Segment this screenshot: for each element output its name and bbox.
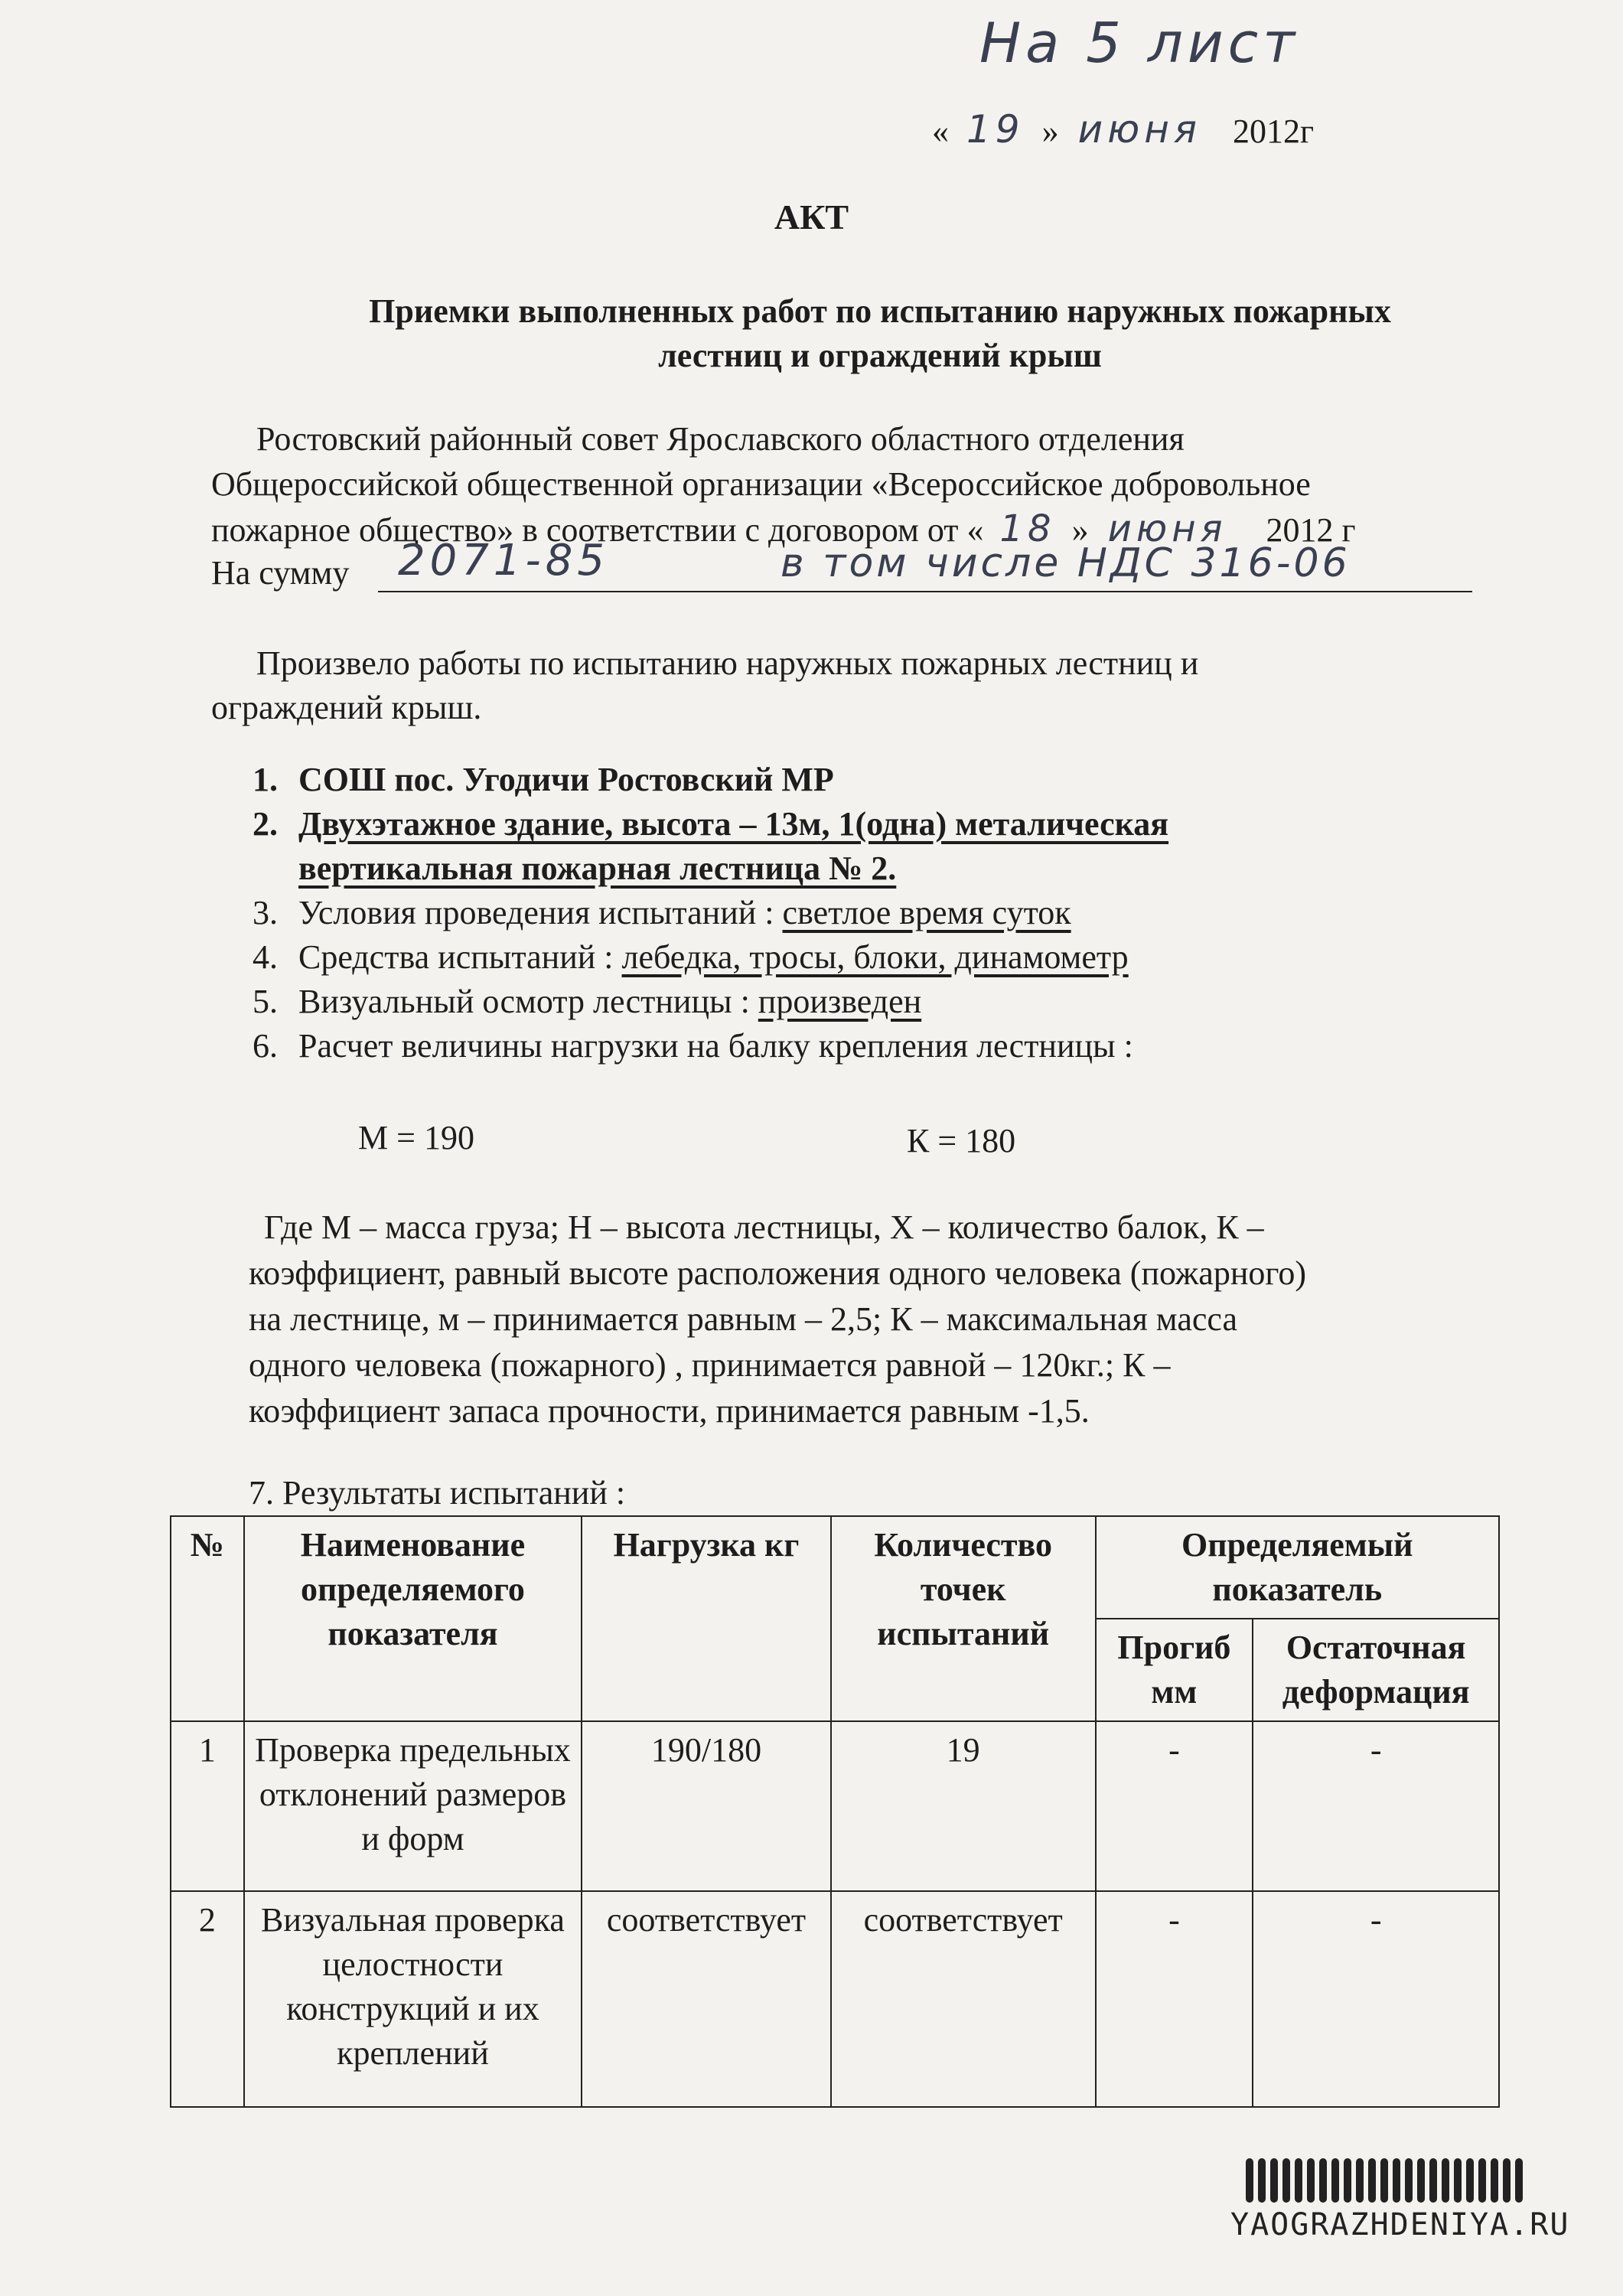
explanation-line-2: коэффициент, равный высоте расположения одного человека (пожарного) bbox=[249, 1254, 1306, 1292]
subtitle-line-1: Приемки выполненных работ по испытанию наружных пожарных bbox=[369, 292, 1391, 330]
item-text-continued: вертикальная пожарная лестница № 2. bbox=[298, 850, 897, 887]
cell-name: Визуальная проверка целостности конструкций и их креплений bbox=[244, 1891, 582, 2107]
list-item bbox=[253, 891, 1400, 935]
subtitle-line-2: лестниц и ограждений крыш bbox=[658, 337, 1102, 374]
item-number: 6. bbox=[253, 1027, 278, 1065]
contract-month: июня bbox=[1107, 507, 1227, 550]
item-text: Расчет величины нагрузки на балку крепления лестницы : bbox=[298, 1027, 1133, 1065]
date-month: июня bbox=[1077, 107, 1201, 152]
intro-line-2: Общероссийской общественной организации «Всероссийское добровольное bbox=[211, 465, 1311, 503]
results-label: 7. Результаты испытаний : bbox=[249, 1474, 626, 1512]
cell-num: 1 bbox=[171, 1721, 244, 1891]
cell-num: 2 bbox=[171, 1891, 244, 2107]
formula-m: М = 190 bbox=[358, 1119, 474, 1156]
cell-deformation: - bbox=[1253, 1721, 1499, 1891]
work-items-list bbox=[253, 758, 1400, 1068]
date-close-quote: » bbox=[1041, 113, 1059, 150]
sum-label: На сумму bbox=[211, 554, 350, 592]
item-label: Условия проведения испытаний : bbox=[298, 894, 783, 931]
cell-name: Проверка предельных отклонений размеров и форм bbox=[244, 1721, 582, 1891]
results-table bbox=[170, 1515, 1500, 2108]
item-number: 1. bbox=[253, 761, 278, 798]
cell-points: соответствует bbox=[831, 1891, 1096, 2107]
item-label: Визуальный осмотр лестницы : bbox=[298, 983, 758, 1020]
date-open-quote: « bbox=[932, 113, 949, 150]
sum-underline bbox=[378, 591, 1472, 592]
list-item bbox=[253, 802, 1400, 846]
site-watermark bbox=[1230, 2158, 1570, 2250]
contract-day: 18 bbox=[999, 507, 1056, 550]
header-num: № bbox=[171, 1516, 244, 1721]
table-row bbox=[171, 1721, 1499, 1891]
formula-k: К = 180 bbox=[907, 1122, 1016, 1159]
cell-deflection: - bbox=[1096, 1891, 1253, 2107]
item-label: Средства испытаний : bbox=[298, 938, 622, 976]
contract-year: 2012 г bbox=[1266, 511, 1356, 549]
item-text: Двухэтажное здание, высота – 13м, 1(одна) металическая bbox=[298, 805, 1169, 843]
cell-load: соответствует bbox=[582, 1891, 831, 2107]
table-row bbox=[171, 1891, 1499, 2107]
work-line-2: ограждений крыш. bbox=[211, 689, 482, 726]
cell-points: 19 bbox=[831, 1721, 1096, 1891]
handwritten-page-count: На 5 лист bbox=[979, 11, 1300, 75]
cell-deformation: - bbox=[1253, 1891, 1499, 2107]
contract-text: пожарное общество» в соответствии с договором от « bbox=[211, 511, 984, 549]
explanation-line-3: на лестнице, м – принимается равным – 2,5; К – максимальная масса bbox=[249, 1300, 1238, 1338]
item-value: светлое время суток bbox=[782, 894, 1071, 931]
item-number: 5. bbox=[253, 983, 278, 1020]
list-item-continuation bbox=[253, 846, 1400, 891]
watermark-text: YAOGRAZHDENIYA.RU bbox=[1230, 2207, 1570, 2242]
explanation-line-5: коэффициент запаса прочности, принимается равным -1,5. bbox=[249, 1392, 1090, 1430]
date-day: 19 bbox=[966, 107, 1025, 152]
work-line-1: Произвело работы по испытанию наружных пожарных лестниц и bbox=[256, 644, 1199, 682]
explanation-line-4: одного человека (пожарного) , принимается равной – 120кг.; К – bbox=[249, 1346, 1171, 1384]
sum-value: 2071-85 bbox=[398, 536, 609, 585]
explanation-line-1: Где М – масса груза; Н – высота лестницы, Х – количество балок, К – bbox=[264, 1208, 1264, 1246]
date-year: 2012г bbox=[1232, 113, 1315, 150]
fence-logo-icon bbox=[1246, 2158, 1552, 2203]
header-name: Наименование определяемого показателя bbox=[244, 1516, 582, 1721]
list-item bbox=[253, 980, 1400, 1024]
list-item bbox=[253, 758, 1400, 802]
item-value: лебедка, тросы, блоки, динамометр bbox=[621, 938, 1129, 976]
item-number: 3. bbox=[253, 894, 278, 931]
page-title: АКТ bbox=[774, 197, 849, 236]
contract-close-quote: » bbox=[1071, 511, 1089, 549]
cell-load: 190/180 bbox=[582, 1721, 831, 1891]
intro-line-1: Ростовский районный совет Ярославского областного отделения bbox=[256, 420, 1185, 458]
header-deformation: Остаточная деформация bbox=[1253, 1619, 1499, 1721]
item-text: СОШ пос. Угодичи Ростовский МР bbox=[298, 761, 834, 798]
item-number: 4. bbox=[253, 938, 278, 976]
header-measured: Определяемый показатель bbox=[1096, 1516, 1500, 1619]
item-number: 2. bbox=[253, 805, 278, 843]
item-value: произведен bbox=[758, 983, 922, 1020]
list-item bbox=[253, 1024, 1400, 1068]
header-deflection: Прогиб мм bbox=[1096, 1619, 1253, 1721]
header-points: Количество точек испытаний bbox=[831, 1516, 1096, 1721]
list-item bbox=[253, 935, 1400, 980]
table-header-row bbox=[171, 1516, 1499, 1619]
header-load: Нагрузка кг bbox=[582, 1516, 831, 1721]
cell-deflection: - bbox=[1096, 1721, 1253, 1891]
sum-note: в том числе НДС 316-06 bbox=[781, 540, 1351, 586]
date-line bbox=[932, 107, 1314, 154]
